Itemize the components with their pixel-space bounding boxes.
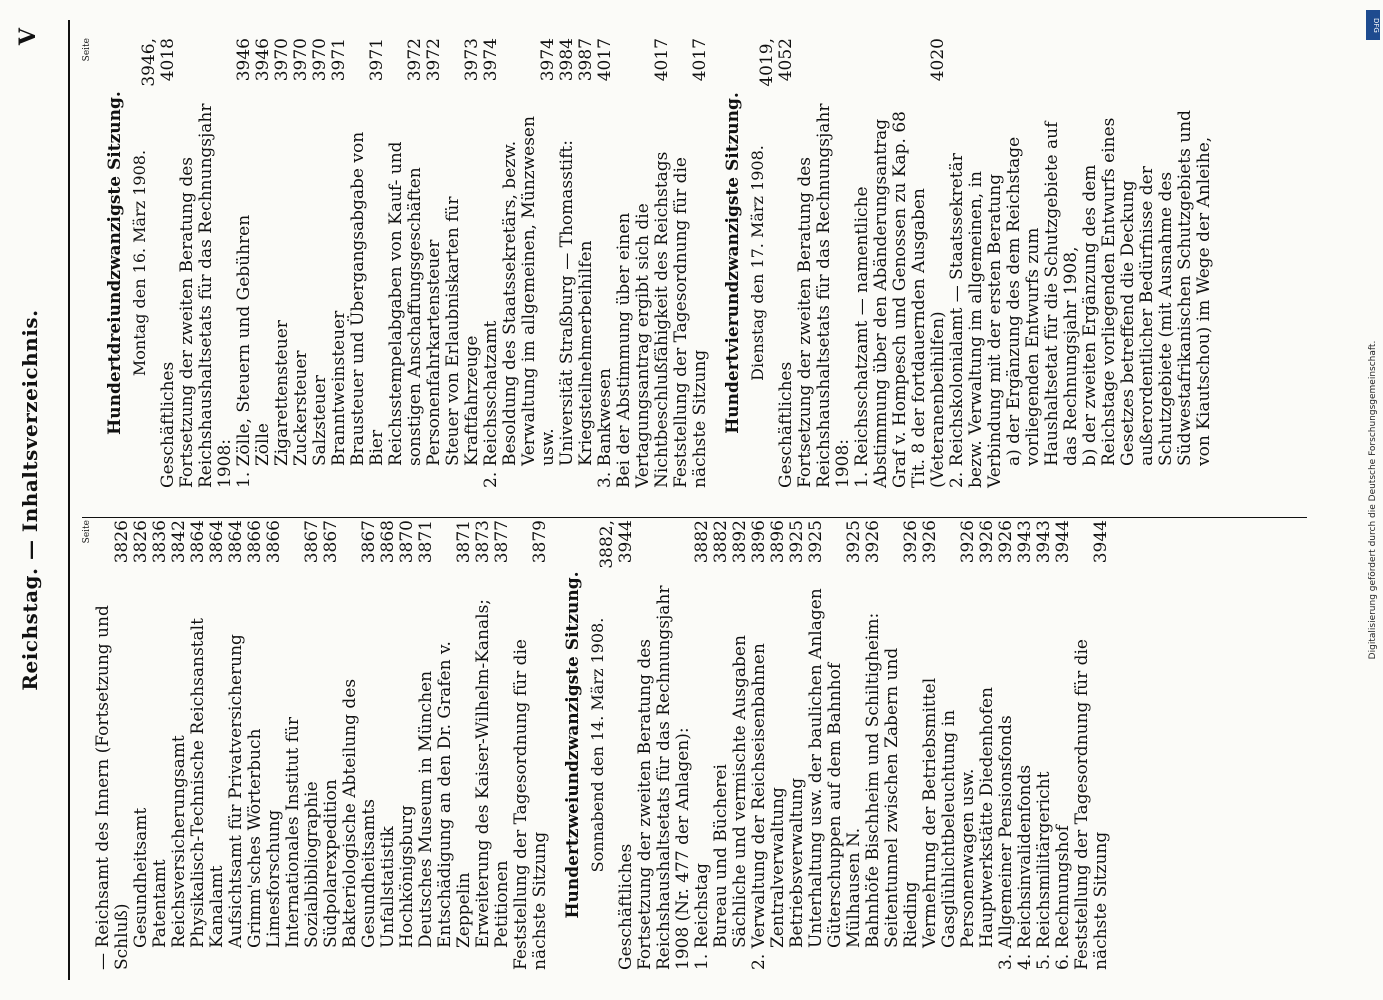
right-column	[82, 38, 1214, 488]
toc-entry-text: Zuckersteuer	[291, 350, 311, 466]
toc-entry	[826, 520, 864, 970]
toc-entry	[330, 38, 349, 488]
toc-entry-page: 3987	[576, 38, 596, 82]
toc-entry	[284, 520, 322, 970]
toc-entry	[170, 520, 189, 970]
toc-entry-text: Betriebsverwaltung	[787, 777, 807, 948]
toc-entry-page: 3926	[863, 520, 883, 564]
toc-entry	[948, 38, 1005, 488]
toc-entry-text: 1. Reichsschatzamt — namentliche Abstimmung über den Abänderungsantrag Graf v. Hompesch und Genossen zu Kap. 68 Tit. 8 der fortdauernden Ausgaben (Veteranenbeihilfen)	[852, 111, 948, 488]
toc-entry-text: 2. Reichskolonialamt — Staatssekretär bezw. Verwaltung im allgemeinen, in Verbindung mit der ersten Beratung	[947, 153, 1005, 488]
toc-entry	[501, 38, 558, 488]
toc-entry-page: 3826	[112, 520, 132, 564]
toc-entry	[322, 520, 341, 970]
toc-entry-text: Feststellung der Tagesordnung für die nächste Sitzung	[1072, 639, 1111, 970]
session-date: Montag den 16. März 1908.	[130, 149, 149, 377]
toc-entry	[387, 38, 425, 488]
toc-entry-text: Bei der Abstimmung über einen Vertagungsantrag ergibt sich die Nichtbeschlußfähigkeit des Reichstags	[614, 151, 672, 488]
page-header	[0, 20, 60, 980]
toc-entry-page: 3896	[768, 520, 788, 564]
header-title: Reichstag. — Inhaltsverzeichnis.	[18, 309, 42, 691]
toc-entry	[796, 38, 853, 488]
toc-entry-page: 3972	[405, 38, 425, 82]
toc-entry	[512, 520, 550, 970]
toc-entry-page: 3826	[131, 520, 151, 564]
toc-entry	[731, 520, 750, 970]
toc-entry-page: 3866	[245, 520, 265, 564]
toc-entry-text: 1. Zölle, Steuern und Gebühren	[234, 214, 254, 488]
toc-entry-page: 3842	[169, 520, 189, 564]
toc-entry-text: Branntweinsteuer	[329, 310, 349, 466]
toc-entry-page: 3836	[150, 520, 170, 564]
toc-entry-text: Steuer von Erlaubniskarten für Kraftfahrzeuge	[443, 196, 482, 466]
toc-entry-page: 3882	[692, 520, 712, 564]
toc-entry-text: Fortsetzung der zweiten Beratung des Reichshaushaltsetats für das Rechnungsjahr 1908:	[795, 103, 853, 488]
toc-entry	[482, 38, 501, 488]
toc-entry-text: Brausteuer und Übergangsabgabe von Bier	[348, 131, 387, 466]
toc-entry-text: Zölle	[253, 423, 273, 466]
toc-entry	[178, 38, 235, 488]
toc-entry-page: 3892	[730, 520, 750, 564]
toc-entry-page: 3973	[462, 38, 482, 82]
toc-entry-page: 3984	[557, 38, 577, 82]
toc-entry-text: Kriegsteilnehmerbeihilfen	[576, 240, 596, 466]
toc-entry-page: 3871	[454, 520, 474, 564]
toc-entry	[349, 38, 387, 488]
toc-entry-text: Gasglühlichtbeleuchtung in Personenwagen usw.	[939, 709, 978, 948]
toc-entry-text: Südpolarexpedition	[321, 779, 341, 948]
toc-entry	[636, 520, 693, 970]
toc-entry-text: Petitionen	[492, 860, 512, 948]
toc-entry-page: 3873	[473, 520, 493, 564]
toc-entry-text: b) der zweiten Ergänzung des dem Reichstage vorliegenden Entwurfs eines Gesetzes betreffend die Deckung außerordentlicher Bedürfnisse der Schutzgebiete (mit Ausnahme des Südwestafrikanischen Schutzgebiets und von Kiautschou) im Wege der Anleihe,	[1080, 110, 1214, 466]
toc-entry-page: 3943	[1034, 520, 1054, 564]
toc-entry-page: 3971	[329, 38, 349, 82]
toc-entry-page: 3944	[1091, 520, 1111, 564]
toc-entry-text: Erweiterung des Kaiser-Wilhelm-Kanals;	[473, 598, 493, 948]
toc-entry	[341, 520, 379, 970]
toc-entry-text: Sächliche und vermischte Ausgaben	[730, 635, 750, 948]
toc-entry	[444, 38, 482, 488]
toc-entry-text: Entschädigung an den Dr. Grafen v. Zeppelin	[435, 641, 474, 948]
toc-entry-page: 3926	[901, 520, 921, 564]
toc-entry-text: 2. Verwaltung der Reichseisenbahnen	[749, 643, 769, 970]
toc-entry-page: 3870	[397, 520, 417, 564]
toc-entry-text: 4. Reichsinvalidenfonds	[1015, 764, 1035, 970]
toc-entry-text: 1. Reichstag	[692, 863, 712, 970]
toc-entry-page: 3864	[207, 520, 227, 564]
seite-label-right: Seite	[82, 38, 92, 62]
toc-entry	[1073, 520, 1111, 970]
credit-text: Digitalisierung gefördert durch die Deutsche Forschungsgemeinschaft.	[1368, 340, 1378, 660]
toc-entry-page: 3864	[226, 520, 246, 564]
toc-entry-page: 3926	[920, 520, 940, 564]
seite-label-left: Seite	[82, 520, 92, 544]
toc-entry-text: Hochkönigsburg	[397, 805, 417, 948]
toc-entry	[672, 38, 710, 488]
session-date: Dienstag den 17. März 1908.	[748, 145, 767, 381]
toc-entry-page: 3926	[996, 520, 1016, 564]
toc-entry-text: Personenfahrkartensteuer	[424, 239, 444, 466]
toc-entry	[940, 520, 978, 970]
toc-entry-text: Limesforschung	[264, 809, 284, 948]
toc-entry-page: 3974	[538, 38, 558, 82]
toc-entry-page: 3926	[958, 520, 978, 564]
toc-entry	[1016, 520, 1035, 970]
toc-entry-page: 3946, 4018	[139, 38, 178, 87]
toc-entry-text: Geschäftliches	[616, 843, 636, 970]
toc-entry-text: Internationales Institut für Sozialbibliographie	[283, 716, 322, 948]
toc-entry-page: 3925	[787, 520, 807, 564]
toc-entry-text: Feststellung der Tagesordnung für die nächste Sitzung	[511, 639, 550, 970]
toc-entry-text: Aufsichtsamt für Privatversicherung	[226, 634, 246, 948]
toc-entry	[425, 38, 444, 488]
toc-entry-page: 3866	[264, 520, 284, 564]
page-number: V	[15, 28, 41, 46]
toc-entry-text: Zentralverwaltung	[768, 787, 788, 948]
toc-entry-page: 3943	[1015, 520, 1035, 564]
toc-entry-text: 5. Reichsmilitärgericht	[1034, 771, 1054, 970]
toc-entry	[864, 520, 883, 970]
toc-entry	[921, 520, 940, 970]
toc-entry-text: Patentamt	[150, 859, 170, 948]
toc-entry	[1054, 520, 1073, 970]
toc-entry	[1005, 38, 1081, 488]
toc-entry-text: Reichsstempelabgaben von Kauf- und sonstigen Anschaffungsgeschäften	[386, 141, 425, 466]
toc-entry	[997, 520, 1016, 970]
toc-entry	[769, 520, 788, 970]
toc-entry	[417, 520, 436, 970]
toc-entry-text: Bureau und Bücherei	[711, 764, 731, 948]
toc-entry	[807, 520, 826, 970]
toc-entry	[151, 520, 170, 970]
toc-entry-text: Deutsches Museum in München	[416, 670, 436, 948]
toc-entry	[254, 38, 273, 488]
toc-entry	[292, 38, 311, 488]
toc-entry	[558, 38, 577, 488]
toc-entry	[883, 520, 921, 970]
toc-entry-page: 3882	[711, 520, 731, 564]
session-heading: Hundertvierundzwanzigste Sitzung.	[723, 92, 743, 434]
toc-entry-page: 3974	[481, 38, 501, 82]
dfg-logo: DFG	[1366, 10, 1380, 40]
toc-entry-text: — Reichsamt des Innern (Fortsetzung und Schluß)	[93, 605, 132, 970]
side-credit	[1363, 0, 1383, 1000]
toc-entry	[227, 520, 246, 970]
toc-entry-text: Hauptwerkstätte Diedenhofen	[977, 687, 997, 948]
toc-entry-page: 3944	[1053, 520, 1073, 564]
toc-entry-page: 4019, 4052	[757, 38, 796, 87]
toc-entry-page: 3970	[291, 38, 311, 82]
toc-entry	[311, 38, 330, 488]
session-date: Sonnabend den 14. März 1908.	[588, 617, 607, 873]
toc-entry	[615, 38, 672, 488]
toc-entry-page: 3896	[749, 520, 769, 564]
toc-entry	[265, 520, 284, 970]
toc-entry-page: 3970	[272, 38, 292, 82]
toc-entry-text: Vermehrung der Betriebsmittel	[920, 677, 940, 948]
toc-entry-text: Güterschuppen auf dem Bahnhof Mülhausen N.	[825, 662, 864, 948]
toc-entry-page: 3946	[253, 38, 273, 82]
toc-entry-text: Gesundheitsamt	[131, 807, 151, 948]
session-heading: Hundertdreiundzwanzigste Sitzung.	[105, 91, 125, 435]
toc-entry	[1035, 520, 1054, 970]
toc-entry	[208, 520, 227, 970]
toc-entry-page: 3867	[321, 520, 341, 564]
toc-entry-page: 3879	[530, 520, 550, 564]
toc-entry-text: Besoldung des Staatssekretärs, bezw. Verwaltung im allgemeinen, Münzwesen usw.	[500, 116, 558, 466]
toc-entry-page: 3971	[367, 38, 387, 82]
toc-entry	[788, 520, 807, 970]
toc-entry	[596, 38, 615, 488]
toc-entry-text: Zigarettensteuer	[272, 320, 292, 466]
toc-entry-text: Geschäftliches	[776, 361, 796, 488]
toc-entry-text: Salzsteuer	[310, 375, 330, 466]
toc-entry-text: 3. Bankwesen	[595, 368, 615, 488]
toc-entry	[474, 520, 493, 970]
toc-entry-page: 4017	[595, 38, 615, 82]
toc-entry	[750, 520, 769, 970]
session-heading: Hundertzweiundzwanzigste Sitzung.	[563, 571, 583, 919]
toc-entry	[246, 520, 265, 970]
toc-entry-text: Reichsversicherungsamt	[169, 735, 189, 948]
header-rule	[68, 20, 70, 980]
toc-entry-text: 2. Reichsschatzamt	[481, 320, 501, 488]
toc-entry	[436, 520, 474, 970]
left-column	[82, 520, 1111, 970]
toc-entry-page: 4017	[690, 38, 710, 82]
toc-entry-text: Unfallstatistik	[378, 826, 398, 948]
toc-entry	[978, 520, 997, 970]
toc-entry-text: Unterhaltung usw. der baulichen Anlagen	[806, 588, 826, 948]
toc-entry-page: 3926	[977, 520, 997, 564]
toc-entry-page: 3925	[806, 520, 826, 564]
toc-entry	[493, 520, 512, 970]
toc-entry-text: 6. Rechnungshof	[1053, 825, 1073, 970]
toc-entry	[379, 520, 398, 970]
toc-entry	[577, 38, 596, 488]
toc-entry-text: Fortsetzung der zweiten Beratung des Reichshaushaltsetats für das Rechnungsjahr 1908 (Nr. 477 der Anlagen):	[635, 585, 693, 970]
toc-entry-page: 3970	[310, 38, 330, 82]
toc-entry-text: Fortsetzung der zweiten Beratung des Reichshaushaltsetats für das Rechnungsjahr 1908:	[177, 103, 235, 488]
toc-entry-page: 3972	[424, 38, 444, 82]
toc-entry-page: 3882, 3944	[597, 520, 636, 569]
column-divider	[82, 517, 1307, 518]
toc-entry-text: Geschäftliches	[158, 361, 178, 488]
toc-entry	[235, 38, 254, 488]
toc-entry-text: Kanalamt	[207, 865, 227, 948]
toc-entry	[189, 520, 208, 970]
toc-entry-text: Universität Straßburg — Thomasstift:	[557, 140, 577, 466]
toc-entry-page: 4017	[652, 38, 672, 82]
toc-entry-page: 3864	[188, 520, 208, 564]
toc-entry	[273, 38, 292, 488]
toc-entry-text: 3. Allgemeiner Pensionsfonds	[996, 715, 1016, 970]
toc-entry-page: 3946	[234, 38, 254, 82]
toc-entry	[853, 38, 948, 488]
toc-entry	[398, 520, 417, 970]
toc-entry	[712, 520, 731, 970]
toc-entry-text: Grimm'sches Wörterbuch	[245, 728, 265, 948]
toc-entry	[132, 520, 151, 970]
toc-entry-text: Bahnhöfe Bischheim und Schiltigheim:	[863, 612, 883, 948]
toc-entry-page: 3867	[359, 520, 379, 564]
toc-entry-text: a) der Ergänzung des dem Reichstage vorliegenden Entwurfs zum Haushaltsetat für die Schutzgebiete auf das Rechnungsjahr 1908,	[1004, 121, 1081, 466]
toc-entry	[94, 520, 132, 970]
toc-entry-page: 4020	[928, 38, 948, 82]
toc-entry-page: 3877	[492, 520, 512, 564]
toc-entry-text: Feststellung der Tagesordnung für die nächste Sitzung	[671, 157, 710, 488]
toc-entry-page: 3868	[378, 520, 398, 564]
toc-entry	[1081, 38, 1214, 488]
toc-entry-text: Physikalisch-Technische Reichsanstalt	[188, 618, 208, 948]
toc-entry-text: Seitentunnel zwischen Zabern und Rieding	[882, 647, 921, 948]
toc-entry-page: 3871	[416, 520, 436, 564]
toc-entry-page: 3925	[844, 520, 864, 564]
toc-entry-text: Bakteriologische Abteilung des Gesundheitsamts	[340, 678, 379, 948]
toc-entry	[693, 520, 712, 970]
toc-entry-page: 3867	[302, 520, 322, 564]
